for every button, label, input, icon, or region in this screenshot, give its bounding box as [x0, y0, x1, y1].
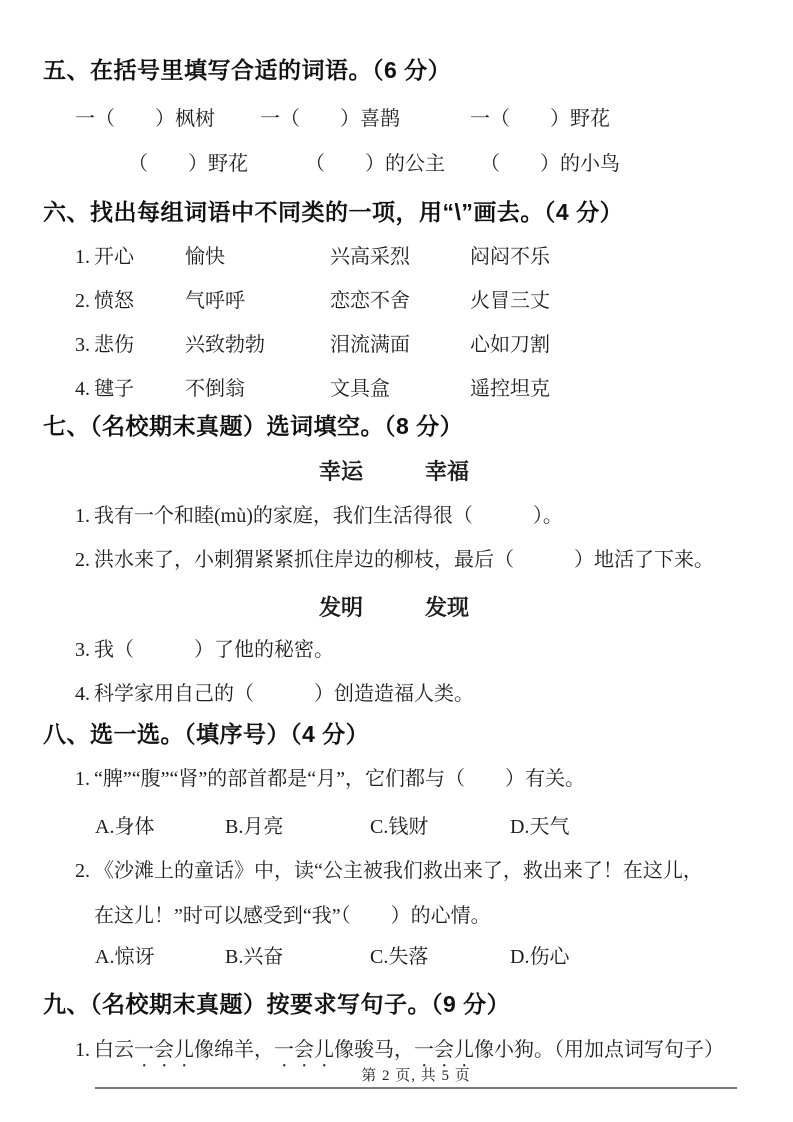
text-segment: 像小狗。（用加点词写句子）: [474, 1039, 724, 1061]
item-number: 1.: [75, 768, 90, 790]
section-5-row-2: [128, 150, 745, 178]
section-5-row-1: [75, 105, 745, 133]
page-indicator: 第 2 页, 共 5 页: [361, 1068, 471, 1084]
question-text: [94, 857, 745, 930]
text-segment: 像绵羊，: [194, 1039, 274, 1061]
fill-in-question: [75, 680, 745, 708]
word-group-first: [75, 375, 185, 403]
item-number: 2.: [75, 860, 90, 882]
bank-word: 发现: [425, 595, 470, 620]
question-text: 科学家用自己的（ ）创造造福人类。: [94, 683, 474, 705]
item-number: 1.: [75, 505, 90, 527]
section-5-heading: 五、在括号里填写合适的词语。（6 分）: [43, 57, 452, 83]
bank-word: 幸福: [425, 459, 470, 484]
word-option: 闷闷不乐: [470, 246, 550, 268]
fill-in-question: [75, 502, 745, 530]
question-text: 洪水来了，小刺猬紧紧抓住岸边的柳枝，最后（ ）地活了下来。: [94, 549, 714, 571]
option-label: D.伤心: [510, 946, 570, 968]
word-option: 兴致勃勃: [185, 334, 265, 356]
word-group-row: [75, 375, 745, 403]
fill-blank-phrase: 一（ ）枫树: [75, 108, 215, 130]
item-number: 1.: [75, 246, 90, 268]
option-label: A.惊讶: [95, 946, 155, 968]
option-label: B.月亮: [225, 816, 284, 838]
bank-word: 幸运: [318, 459, 363, 484]
options-row: [95, 943, 745, 971]
question-text: 我（ ）了他的秘密。: [94, 639, 334, 661]
section-number: 九、: [43, 991, 90, 1017]
word-bank-2: [43, 594, 745, 622]
item-number: 2.: [75, 290, 90, 312]
section-title: 按要求写句子。（9 分）: [266, 991, 511, 1017]
word-option: 火冒三丈: [470, 290, 550, 312]
option-label: B.兴奋: [225, 946, 284, 968]
word-group-first: [75, 243, 185, 271]
item-number: 3.: [75, 334, 90, 356]
option-label: D.天气: [510, 816, 570, 838]
word-bank-1: [43, 458, 745, 486]
fill-blank-phrase: （ ）野花: [128, 153, 248, 175]
fill-blank-phrase: （ ）的小鸟: [480, 153, 620, 175]
word-option: 遥控坦克: [470, 378, 550, 400]
section-number: 七、: [43, 413, 90, 439]
source-tag: （名校期末真题）: [90, 414, 267, 439]
fill-in-question: [75, 636, 745, 664]
item-number: 4.: [75, 683, 90, 705]
emphasized-segment: 一会儿: [134, 1039, 194, 1061]
fill-blank-phrase: （ ）的公主: [305, 153, 445, 175]
item-number: 4.: [75, 378, 90, 400]
fill-blank-phrase: 一（ ）野花: [470, 108, 610, 130]
word-group-row: [75, 331, 745, 359]
word-group-row: [75, 243, 745, 271]
item-number: 3.: [75, 639, 90, 661]
bank-word: 发明: [318, 595, 363, 620]
text-segment: 白云: [94, 1039, 134, 1061]
option-label: C.失落: [370, 946, 429, 968]
options-row: [95, 813, 745, 841]
emphasized-segment: 一会儿: [414, 1039, 474, 1061]
section-6-heading: 六、找出每组词语中不同类的一项，用“\”画去。（4 分）: [43, 199, 624, 225]
item-number: 2.: [75, 549, 90, 571]
question-line: 《沙滩上的童话》中，读“公主被我们救出来了，救出来了！在这儿，: [94, 860, 703, 882]
question-text: “脾”“腹”“肾”的部首都是“月”，它们都与（ ）有关。: [94, 768, 586, 790]
word-group-first: [75, 331, 185, 359]
page-footer: [95, 1066, 737, 1089]
option-label: A.身体: [95, 816, 155, 838]
choice-question-2: [75, 857, 745, 930]
word-group-first: [75, 287, 185, 315]
word-option: 泪流满面: [330, 334, 410, 356]
section-9-heading: [43, 989, 745, 1020]
option-label: C.钱财: [370, 816, 429, 838]
word-option: 开心: [94, 246, 134, 268]
word-option: 文具盒: [330, 378, 390, 400]
word-option: 气呼呼: [185, 290, 245, 312]
choice-question-1: [75, 765, 745, 793]
section-title: 选词填空。（8 分）: [266, 413, 464, 439]
item-number: 1.: [75, 1039, 90, 1061]
word-option: 毽子: [94, 378, 134, 400]
text-segment: 像骏马，: [334, 1039, 414, 1061]
word-option: 悲伤: [94, 334, 134, 356]
word-option: 恋恋不舍: [330, 290, 410, 312]
word-option: 不倒翁: [185, 378, 245, 400]
fill-in-question: [75, 546, 745, 574]
word-group-row: [75, 287, 745, 315]
fill-blank-phrase: 一（ ）喜鹊: [260, 108, 400, 130]
source-tag: （名校期末真题）: [90, 992, 267, 1017]
question-text: 我有一个和睦(mù)的家庭，我们生活得很（ ）。: [94, 505, 563, 527]
word-option: 愤怒: [94, 290, 134, 312]
question-line: 在这儿！”时可以感受到“我”（ ）的心情。: [94, 905, 491, 927]
emphasized-segment: 一会儿: [274, 1039, 334, 1061]
word-option: 心如刀割: [470, 334, 550, 356]
section-7-heading: [43, 411, 745, 442]
word-option: 愉快: [185, 246, 225, 268]
section-8-heading: 八、选一选。（填序号）（4 分）: [43, 721, 370, 747]
word-option: 兴高采烈: [330, 246, 410, 268]
